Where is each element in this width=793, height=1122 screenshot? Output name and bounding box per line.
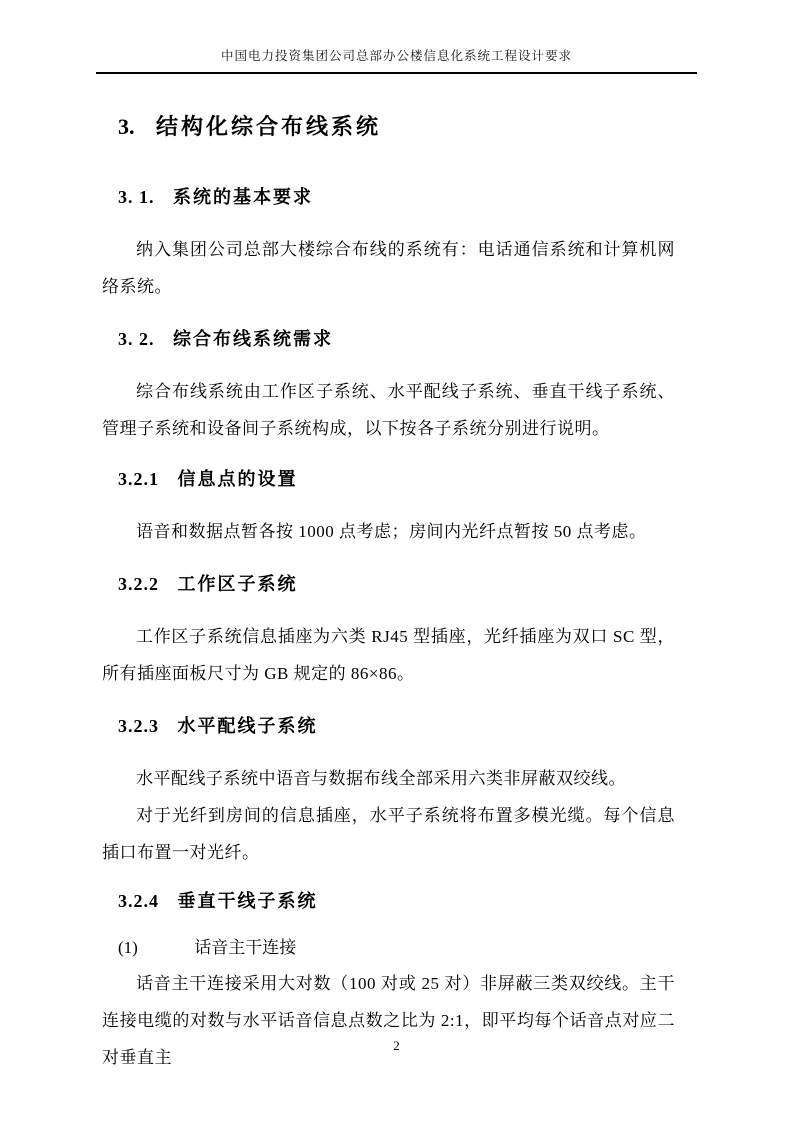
paragraph: 纳入集团公司总部大楼综合布线的系统有：电话通信系统和计算机网络系统。: [102, 240, 675, 296]
page-header: [96, 0, 697, 74]
section-heading-3-2-2: [118, 570, 675, 596]
section-heading-3-2: [118, 325, 675, 351]
list-item-marker: (1): [118, 938, 138, 957]
section-title: 系统的基本要求: [173, 187, 313, 207]
paragraph: 水平配线子系统中语音与数据布线全部采用六类非屏蔽双绞线。: [136, 769, 626, 788]
section-title: 垂直干线子系统: [177, 891, 318, 911]
section-title: 水平配线子系统: [177, 716, 318, 736]
section-title: 信息点的设置: [177, 469, 298, 489]
section-heading-3-2-1: [118, 465, 675, 491]
section-number: 3. 1.: [118, 187, 155, 207]
chapter-number: 3.: [118, 114, 135, 139]
section-number: 3. 2.: [118, 329, 155, 349]
page-footer: [0, 1038, 793, 1054]
section-number: 3.2.2: [118, 574, 159, 594]
section-heading-3-2-4: [118, 887, 675, 913]
section-number: 3.2.3: [118, 716, 159, 736]
header-title: 中国电力投资集团公司总部办公楼信息化系统工程设计要求: [220, 49, 572, 63]
paragraph: 语音和数据点暂各按 1000 点考虑；房间内光纤点暂按 50 点考虑。: [136, 522, 647, 541]
section-number: 3.2.4: [118, 891, 159, 911]
section-heading-3-2-3: [118, 712, 675, 738]
section-heading-3-1: [118, 183, 675, 209]
section-title: 工作区子系统: [177, 574, 298, 594]
list-item-voice-backbone: [118, 931, 675, 965]
section-title: 综合布线系统需求: [173, 329, 333, 349]
chapter-title: 结构化综合布线系统: [156, 114, 382, 139]
paragraph: 话音主干连接采用大对数（100 对或 25 对）非屏蔽三类双绞线。主干连接电缆的对数与水平话音信息点数之比为 2:1，即平均每个话音点对应二对垂直主: [102, 974, 675, 1067]
paragraph: 综合布线系统由工作区子系统、水平配线子系统、垂直干线子系统、管理子系统和设备间子系统构成，以下按各子系统分别进行说明。: [102, 382, 675, 438]
list-item-label: 话音主干连接: [194, 938, 297, 957]
section-number: 3.2.1: [118, 469, 159, 489]
page-number: 2: [393, 1038, 400, 1053]
paragraph: 对于光纤到房间的信息插座，水平子系统将布置多模光缆。每个信息插口布置一对光纤。: [102, 806, 675, 862]
document-content: [102, 110, 675, 1076]
chapter-heading: [118, 110, 675, 141]
paragraph: 工作区子系统信息插座为六类 RJ45 型插座，光纤插座为双口 SC 型，所有插座面板尺寸为 GB 规定的 86×86。: [102, 627, 675, 683]
